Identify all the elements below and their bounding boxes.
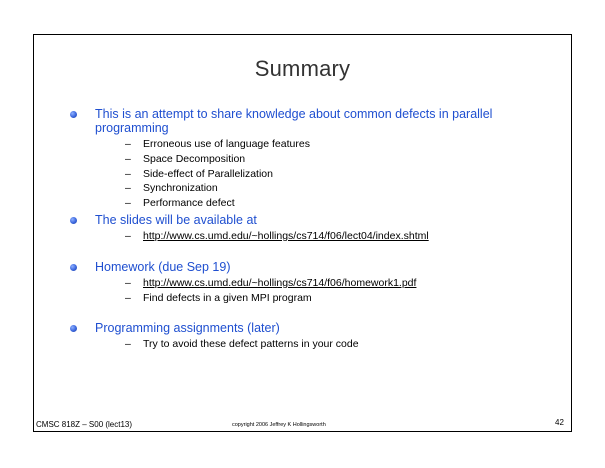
sub-item	[95, 196, 530, 211]
sub-list	[95, 276, 530, 306]
sub-item-text: Synchronization	[143, 182, 218, 195]
sub-item	[95, 152, 530, 167]
dash-glyph: –	[125, 229, 131, 242]
sub-item	[95, 291, 530, 306]
sub-item	[95, 337, 530, 352]
dash-glyph: –	[125, 197, 131, 210]
bullet-text: This is an attempt to share knowledge about common defects in parallel programming	[95, 107, 493, 135]
dash-glyph: –	[125, 138, 131, 150]
sub-item	[95, 137, 530, 152]
sub-item	[95, 167, 530, 182]
homework-url-link[interactable]: http://www.cs.umd.edu/~hollings/cs714/f06/homework1.pdf	[143, 276, 417, 289]
dash-glyph: –	[125, 167, 131, 180]
bullet-text: Homework (due Sep 19)	[95, 259, 231, 274]
sub-item-text: Try to avoid these defect patterns in your code	[143, 338, 359, 351]
bullet-text: Programming assignments (later)	[95, 321, 280, 336]
dash-glyph: –	[125, 291, 131, 304]
sub-list	[95, 337, 530, 352]
sub-item-text: Space Decomposition	[143, 152, 246, 165]
slide-content	[70, 107, 530, 352]
sub-item	[95, 181, 530, 196]
footer-copyright: copyright 2006 Jeffrey K Hollingsworth	[232, 422, 326, 428]
slides-url-link[interactable]: http://www.cs.umd.edu/~hollings/cs714/f06/lect04/index.shtml	[143, 229, 429, 242]
bullet-text: The slides will be available at	[95, 212, 257, 227]
bullet-item	[70, 260, 530, 306]
footer-course-label: CMSC 818Z – S00 (lect13)	[36, 420, 133, 429]
bullet-dot-icon	[70, 111, 77, 118]
bullet-dot-icon	[70, 325, 77, 332]
sub-list	[95, 137, 530, 211]
sub-item-text: Find defects in a given MPI program	[143, 291, 312, 304]
dash-glyph: –	[125, 276, 131, 289]
sub-item-text: Side-effect of Parallelization	[143, 167, 273, 180]
bullet-dot-icon	[70, 217, 77, 224]
bullet-dot-icon	[70, 264, 77, 271]
sub-item-text: Performance defect	[143, 197, 235, 210]
dash-glyph: –	[125, 152, 131, 165]
dash-glyph: –	[125, 338, 131, 351]
bullet-item	[70, 321, 530, 352]
dash-glyph: –	[125, 182, 131, 195]
sub-item-text: Erroneous use of language features	[143, 138, 310, 150]
sub-item	[95, 229, 530, 244]
bullet-item	[70, 213, 530, 244]
page-number: 42	[555, 418, 564, 427]
slide-title: Summary	[254, 56, 351, 81]
bullet-item	[70, 107, 530, 211]
sub-item	[95, 276, 530, 291]
sub-list	[95, 229, 530, 244]
